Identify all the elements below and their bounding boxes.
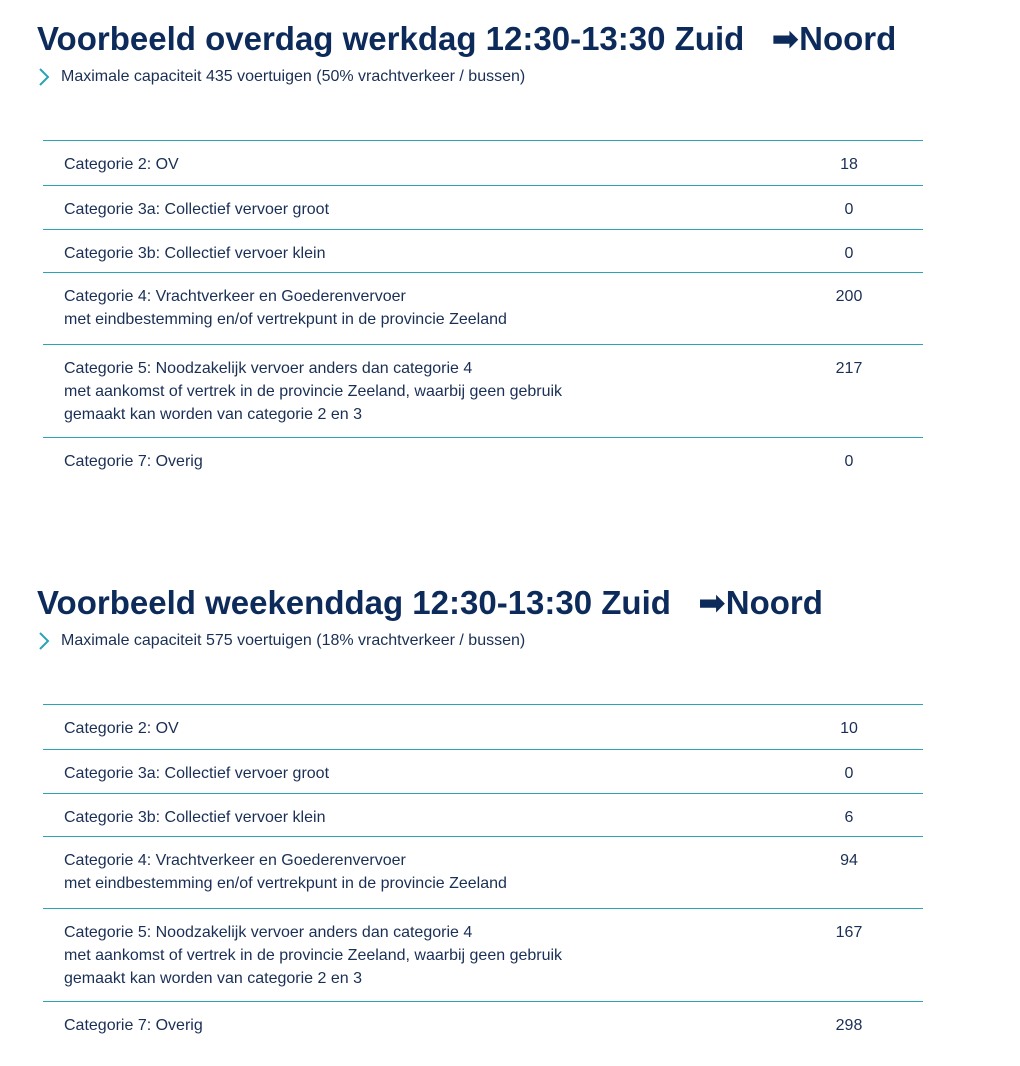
category-label: Categorie 2: OV <box>64 156 179 173</box>
category-value: 0 <box>844 453 854 470</box>
category-table <box>43 140 923 484</box>
category-value: 18 <box>840 156 858 173</box>
capacity-text: Maximale capaciteit 575 voertuigen (18% vrachtverkeer / bussen) <box>61 632 526 649</box>
category-label: Categorie 7: Overig <box>64 1017 203 1034</box>
table-row <box>43 273 923 345</box>
category-value: 94 <box>840 852 858 869</box>
category-value: 217 <box>835 360 863 377</box>
category-label: Categorie 5: Noodzakelijk vervoer anders dan categorie 4 met aankomst of vertrek in de provincie Zeeland, waarbij geen gebruik gemaakt kan worden van categorie 2 en 3 <box>64 924 563 987</box>
table-row <box>43 141 923 186</box>
table-row <box>43 909 923 1002</box>
arrow-right-icon: ➡ <box>698 584 726 621</box>
category-value: 0 <box>844 245 854 262</box>
chevron-right-icon <box>37 631 51 651</box>
table-row <box>43 230 923 273</box>
category-value: 10 <box>840 720 858 737</box>
category-table <box>43 704 923 1048</box>
table-row <box>43 837 923 909</box>
category-label: Categorie 3a: Collectief vervoer groot <box>64 201 330 218</box>
section-title <box>37 19 896 59</box>
capacity-note <box>37 631 525 651</box>
title-text: Voorbeeld overdag werkdag 12:30-13:30 Zuid <box>37 20 745 57</box>
category-label: Categorie 3a: Collectief vervoer groot <box>64 765 330 782</box>
table-row <box>43 1002 923 1048</box>
category-value: 0 <box>844 765 854 782</box>
title-text: Voorbeeld weekenddag 12:30-13:30 Zuid <box>37 584 671 621</box>
category-value: 6 <box>844 809 854 826</box>
table-row <box>43 794 923 837</box>
section-title <box>37 583 823 623</box>
category-label: Categorie 4: Vrachtverkeer en Goederenvervoer met eindbestemming en/of vertrekpunt in de provincie Zeeland <box>64 852 507 892</box>
category-label: Categorie 7: Overig <box>64 453 203 470</box>
table-row <box>43 438 923 484</box>
category-value: 167 <box>835 924 863 941</box>
category-value: 200 <box>835 288 863 305</box>
capacity-text: Maximale capaciteit 435 voertuigen (50% vrachtverkeer / bussen) <box>61 68 526 85</box>
category-label: Categorie 2: OV <box>64 720 179 737</box>
category-label: Categorie 4: Vrachtverkeer en Goederenvervoer met eindbestemming en/of vertrekpunt in de provincie Zeeland <box>64 288 507 328</box>
category-value: 298 <box>835 1017 863 1034</box>
table-row <box>43 186 923 230</box>
category-label: Categorie 5: Noodzakelijk vervoer anders dan categorie 4 met aankomst of vertrek in de provincie Zeeland, waarbij geen gebruik gemaakt kan worden van categorie 2 en 3 <box>64 360 563 423</box>
category-label: Categorie 3b: Collectief vervoer klein <box>64 809 326 826</box>
category-label: Categorie 3b: Collectief vervoer klein <box>64 245 326 262</box>
table-row <box>43 345 923 438</box>
chevron-right-icon <box>37 67 51 87</box>
title-destination: Noord <box>799 20 897 57</box>
title-destination: Noord <box>725 584 823 621</box>
table-row <box>43 705 923 750</box>
capacity-note <box>37 67 525 87</box>
category-value: 0 <box>844 201 854 218</box>
arrow-right-icon: ➡ <box>771 20 800 57</box>
table-row <box>43 750 923 794</box>
